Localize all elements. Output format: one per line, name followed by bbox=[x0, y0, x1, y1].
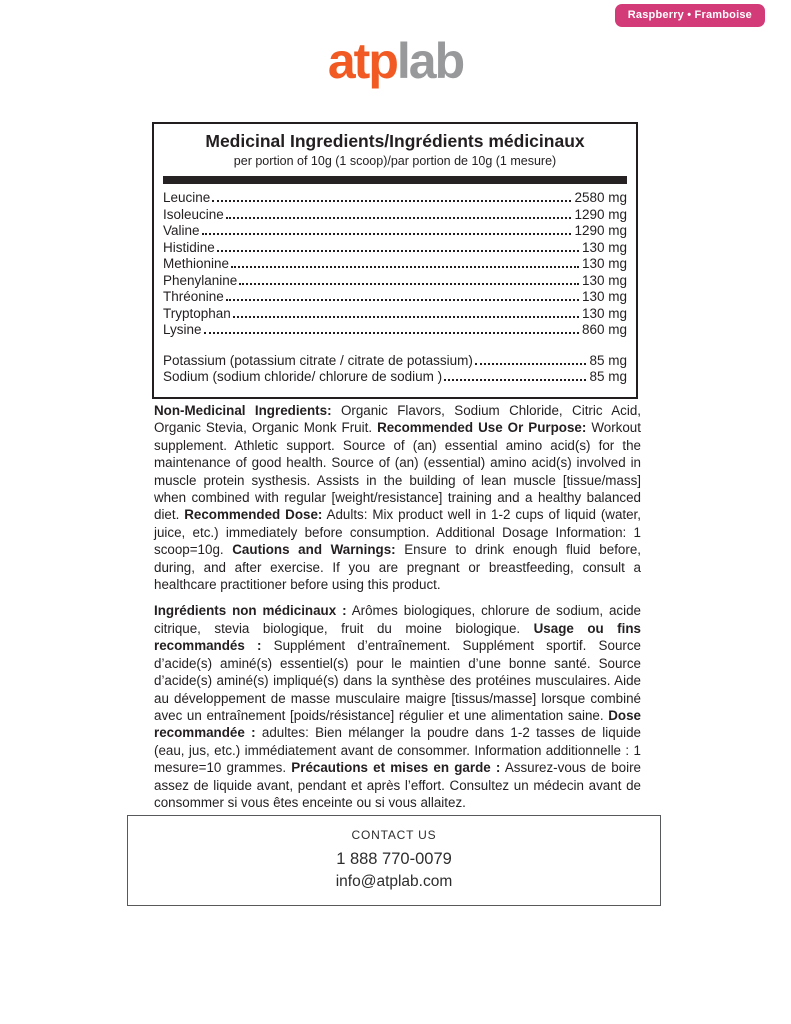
ingredient-value: 130 mg bbox=[581, 239, 627, 255]
ingredient-row bbox=[163, 289, 627, 306]
logo-atp-text: atp bbox=[327, 33, 397, 89]
french-info-paragraph bbox=[154, 602, 641, 811]
logo-lab-text: lab bbox=[396, 33, 464, 89]
dot-leader bbox=[231, 266, 579, 268]
dot-leader bbox=[204, 332, 579, 334]
ingredient-row bbox=[163, 256, 627, 273]
ingredient-value: 860 mg bbox=[581, 322, 627, 338]
ingredient-row bbox=[163, 369, 627, 386]
contact-phone: 1 888 770-0079 bbox=[336, 850, 452, 868]
ingredient-label: Sodium (sodium chloride/ chlorure de sodium ) bbox=[163, 369, 443, 385]
ingredient-value: 1290 mg bbox=[574, 223, 627, 239]
bold-run: Ingrédients non médicinaux : bbox=[154, 603, 347, 619]
text-run: Arômes biologiques, chlorure de sodium, acide citrique, stevia biologique, fruit du moine biologique. bbox=[154, 603, 641, 636]
bold-run: Recommended Use Or Purpose: bbox=[377, 420, 587, 436]
information-text bbox=[154, 402, 641, 820]
ingredient-label: Potassium (potassium citrate / citrate de potassium) bbox=[163, 352, 473, 368]
dot-leader bbox=[212, 200, 571, 202]
ingredient-label: Leucine bbox=[163, 190, 211, 206]
ingredient-row bbox=[163, 240, 627, 257]
ingredient-label: Phenylanine bbox=[163, 272, 238, 288]
ingredient-label: Isoleucine bbox=[163, 206, 224, 222]
dot-leader bbox=[233, 316, 579, 318]
flavor-badge: Raspberry • Framboise bbox=[615, 4, 765, 27]
ingredient-label: Valine bbox=[163, 223, 200, 239]
ingredient-row bbox=[163, 273, 627, 290]
text-run: Organic Flavors, Sodium Chloride, Citric Acid, Organic Stevia, Organic Monk Fruit. bbox=[154, 403, 641, 436]
ingredient-value: 130 mg bbox=[581, 289, 627, 305]
text-run: Ensure to drink enough fluid before, during, and after exercise. If you are pregnant or breastfeeding, consult a healthcare practitioner before using this product. bbox=[154, 542, 641, 593]
bold-run: Précautions et mises en garde : bbox=[291, 760, 501, 776]
ingredient-value: 1290 mg bbox=[574, 206, 627, 222]
ingredient-row bbox=[163, 322, 627, 339]
panel-subtitle: per portion of 10g (1 scoop)/par portion de 10g (1 mesure) bbox=[233, 154, 557, 169]
ingredient-label: Tryptophan bbox=[163, 305, 231, 321]
bold-run: Non-Medicinal Ingredients: bbox=[154, 403, 332, 418]
ingredient-value: 130 mg bbox=[581, 305, 627, 321]
ingredient-value: 85 mg bbox=[589, 352, 627, 368]
ingredient-value: 2580 mg bbox=[574, 190, 627, 206]
bold-run: Recommended Dose: bbox=[184, 507, 323, 523]
text-run: adultes: Bien mélanger la poudre dans 1-2 tasses de liquide (eau, jus, etc.) immédiatement avant de consommer. Information additionnelle : 1 mesure=10 grammes. bbox=[154, 725, 642, 776]
divider-bar bbox=[163, 176, 627, 184]
text-run: Workout supplement. Athletic support. Source of (an) essential amino acid(s) for the maintenance of good health. Source of (an) (essential) amino acid(s) involved in muscle protein systhesis. Assists in the building of lean muscle [tissue/mass] when combined with regular [weight/resistance] training and a healthy balanced diet. bbox=[154, 420, 641, 523]
panel-title: Medicinal Ingredients/Ingrédients médicinaux bbox=[205, 131, 585, 151]
ingredient-value: 85 mg bbox=[589, 369, 627, 385]
amino-acid-list bbox=[154, 190, 636, 339]
ingredient-label: Methionine bbox=[163, 256, 230, 272]
contact-title: CONTACT US bbox=[351, 828, 437, 842]
text-run: Adults: Mix product well in 1-2 cups of liquid (water, juice, etc.) immediately before consumption. Additional Dosage Information: 1 scoop=10g. bbox=[154, 507, 642, 558]
dot-leader bbox=[226, 299, 579, 301]
bold-run: Cautions and Warnings: bbox=[232, 542, 396, 558]
contact-email: info@atplab.com bbox=[335, 873, 453, 890]
ingredient-row bbox=[163, 223, 627, 240]
dot-leader bbox=[239, 283, 579, 285]
contact-box bbox=[127, 815, 661, 906]
text-run: Assurez-vous de boire assez de liquide avant, pendant et après l’effort. Consultez un médecin avant de consommer si vous êtes enceinte ou si vous allaitez. bbox=[154, 760, 641, 810]
ingredient-label: Histidine bbox=[163, 239, 215, 255]
mineral-list bbox=[154, 353, 636, 386]
ingredient-row bbox=[163, 190, 627, 207]
dot-leader bbox=[202, 233, 572, 235]
ingredient-row bbox=[163, 353, 627, 370]
bold-run: Usage ou fins recommandés : bbox=[154, 620, 641, 654]
ingredient-label: Thréonine bbox=[163, 289, 224, 305]
ingredient-value: 130 mg bbox=[581, 256, 627, 272]
dot-leader bbox=[444, 379, 586, 381]
english-info-paragraph bbox=[154, 402, 641, 593]
dot-leader bbox=[475, 363, 587, 365]
ingredient-label: Lysine bbox=[163, 322, 202, 338]
ingredient-value: 130 mg bbox=[581, 272, 627, 288]
ingredient-row bbox=[163, 306, 627, 323]
bold-run: Dose recommandée : bbox=[154, 707, 641, 741]
medicinal-ingredients-panel bbox=[152, 122, 638, 399]
brand-logo bbox=[0, 33, 791, 89]
dot-leader bbox=[226, 217, 572, 219]
ingredient-row bbox=[163, 207, 627, 224]
text-run: Supplément d’entraînement. Supplément sportif. Source d’acide(s) aminé(s) essentiel(s) pour le maintien d’une bonne santé. Source d’acide(s) aminé(s) impliqué(s) dans la synthèse des protéines musculaires. Aide au développement de masse musculaire maigre [tissus/masse] lorsque combiné avec un entraînement [poids/résistance] régulier et une alimentation saine. bbox=[154, 638, 641, 723]
dot-leader bbox=[217, 250, 579, 252]
